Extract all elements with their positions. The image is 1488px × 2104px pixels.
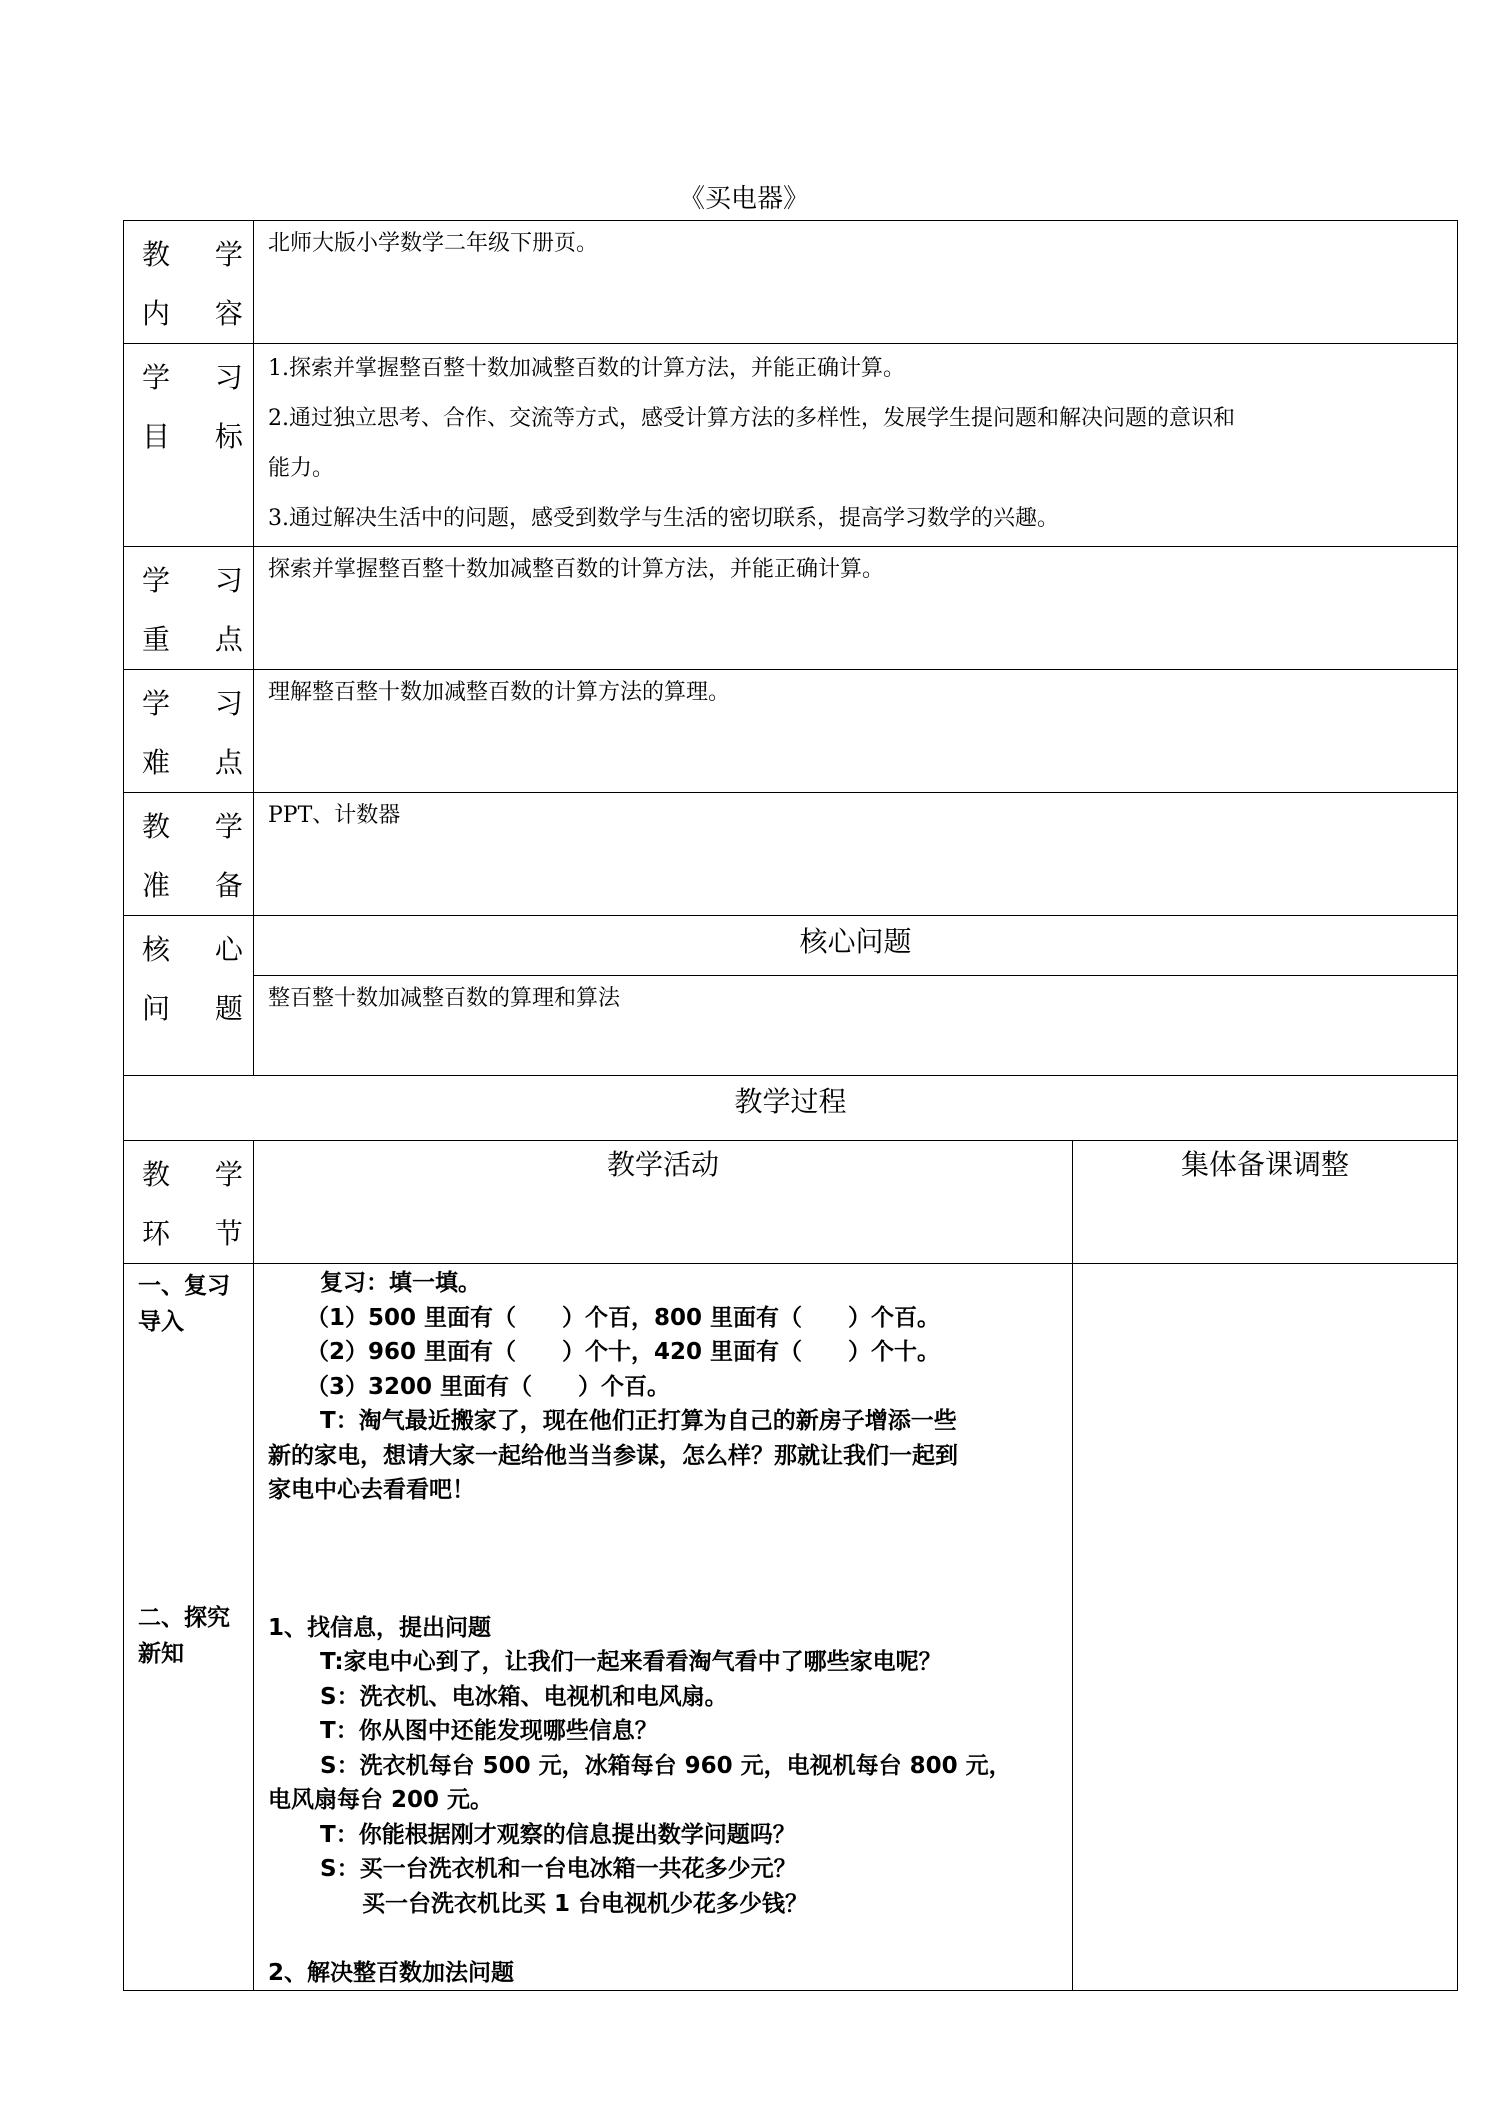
row-key-points (124, 547, 1458, 670)
row-process-columns (124, 1141, 1458, 1264)
label-content: 教 学 内 容 (124, 221, 254, 344)
stage-review: 一、复习 导入 (138, 1273, 230, 1335)
core-text: 整百整十数加减整百数的算理和算法 (254, 976, 1458, 1076)
adjust-column-header: 集体备课调整 (1073, 1141, 1458, 1264)
stage-labels (124, 1264, 254, 1991)
goals-list (254, 344, 1458, 547)
content-text: 北师大版小学数学二年级下册页。 (254, 221, 1458, 344)
goal-item: 3.通过解决生活中的问题，感受到数学与生活的密切联系，提高学习数学的兴趣。 (268, 506, 1059, 531)
page-title: 《买电器》 (678, 184, 809, 214)
lesson-plan-table (123, 220, 1458, 1991)
difficulties-text: 理解整百整十数加减整百数的计算方法的算理。 (254, 670, 1458, 793)
key-points-text: 探索并掌握整百整十数加减整百数的计算方法，并能正确计算。 (254, 547, 1458, 670)
row-process-body (124, 1264, 1458, 1991)
label-key-points: 学 习 重 点 (124, 547, 254, 670)
goal-item: 能力。 (268, 456, 335, 481)
preparation-text: PPT、计数器 (254, 793, 1458, 916)
row-process-header (124, 1076, 1458, 1141)
process-header: 教学过程 (124, 1076, 1458, 1141)
activity-column-header: 教学活动 (254, 1141, 1073, 1264)
goal-item: 1.探索并掌握整百整十数加减整百数的计算方法，并能正确计算。 (268, 356, 905, 381)
row-goals (124, 344, 1458, 547)
row-preparation (124, 793, 1458, 916)
row-core-header (124, 916, 1458, 976)
label-stage: 教 学 环 节 (124, 1141, 254, 1264)
activity-content: 复习：填一填。 （1）500 里面有（ ）个百，800 里面有（ ）个百。 （2）960 里面有（ ）个十，420 里面有（ ）个十。 （3）3200 里面有（ ）个百。 T：淘气最近搬家了，现在他们正打算为自己的新房子增添一些 新的家电，想请大家一起给他当当参谋，怎么样？那就让我们一起到 家电中心去看看吧！ 1、找信息，提出问题 T:家电中心到了，让我们一起来看看淘气看中了哪些家电呢？ S：洗衣机、电冰箱、电视机和电风扇。 T：你从图中还能发现哪些信息？ S：洗衣机每台 500 元，冰箱每台 960 元，电视机每台 800 元， 电风扇每台 200 元。 T：你能根据刚才观察的信息提出数学问题吗？ S：买一台洗衣机和一台电冰箱一共花多少元？ 买一台洗衣机比买 1 台电视机少花多少钱？ 2、解决整百数加法问题 (254, 1264, 1073, 1991)
adjust-content (1073, 1264, 1458, 1991)
label-difficulties: 学 习 难 点 (124, 670, 254, 793)
row-difficulties (124, 670, 1458, 793)
goal-item: 2.通过独立思考、合作、交流等方式，感受计算方法的多样性，发展学生提问题和解决问题的意识和 (268, 406, 1235, 431)
label-goals: 学 习 目 标 (124, 344, 254, 547)
label-preparation: 教 学 准 备 (124, 793, 254, 916)
row-content (124, 221, 1458, 344)
label-core: 核 心 问 题 (124, 916, 254, 1076)
stage-explore: 二、探究 新知 (138, 1605, 230, 1667)
row-core-text (124, 976, 1458, 1076)
core-header: 核心问题 (254, 916, 1458, 976)
